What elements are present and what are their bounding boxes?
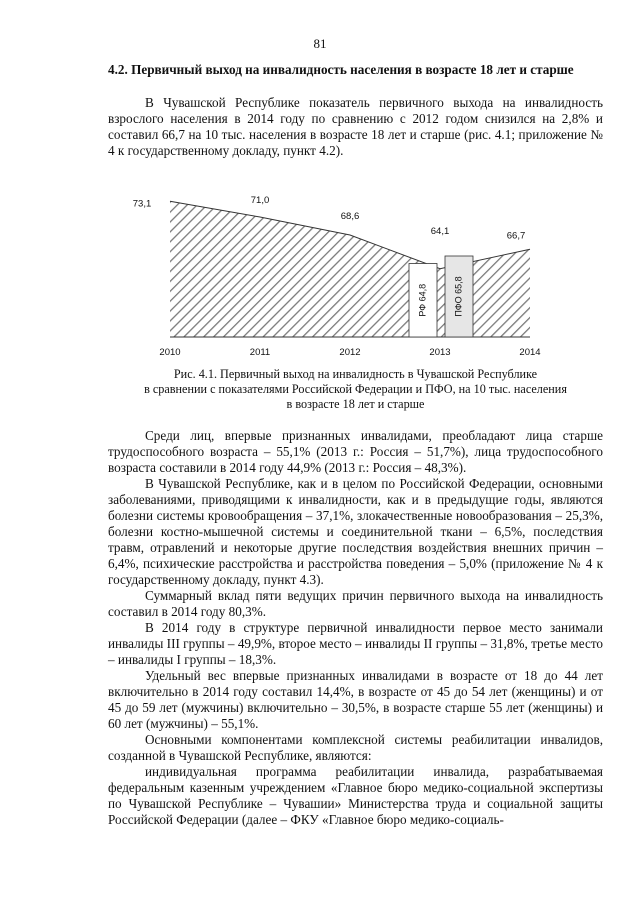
intro-paragraph: В Чувашской Республике показатель первичного выхода на инвалидность взрослого населения в 2014 году по сравнению с 2012 годом снизился на 2,8% и составил 66,7 на 10 тыс. населения в возрасте 18 лет и старше (рис. 4.1; приложение № 4 к государственному докладу, пункт 4.2). bbox=[108, 95, 603, 158]
section-heading: 4.2. Первичный выход на инвалидность населения в возрасте 18 лет и старше bbox=[108, 62, 574, 77]
x-tick-label: 2012 bbox=[339, 347, 361, 358]
body-paragraph: Удельный вес впервые признанных инвалидами в возрасте от 18 до 44 лет включительно в 2014 году составил 14,4%, в возрасте от 45 до 54 лет (женщины) и от 45 до 59 лет (мужчины) включительно – 30,5%, в возрасте старше 55 лет (женщины) и 60 лет (мужчины) – 55,1%. bbox=[108, 668, 603, 731]
x-tick-label: 2013 bbox=[429, 347, 451, 358]
body-paragraph: Основными компонентами комплексной системы реабилитации инвалидов, созданной в Чувашской Республике, являются: bbox=[108, 732, 603, 763]
value-label: 64,1 bbox=[430, 225, 450, 237]
x-tick-label: 2014 bbox=[519, 347, 541, 358]
disability-chart bbox=[130, 182, 541, 362]
caption-line: в сравнении с показателями Российской Федерации и ПФО, на 10 тыс. населения bbox=[144, 382, 567, 396]
x-tick-label: 2010 bbox=[159, 347, 181, 358]
body-paragraph: В Чувашской Республике, как и в целом по Российской Федерации, основными заболеваниями, приводящими к инвалидности, как и в предыдущие годы, являются болезни системы кровообращения – 37,1%, злокачественные новообразования – 25,3%, болезни костно-мышечной системы и соединительной ткани – 6,5%, последствия травм, отравлений и некоторые другие последствия воздействия внешних причин – 6,4%, психические расстройства и расстройства поведения – 5,0% (приложение № 4 к государственному докладу, пункт 4.3). bbox=[108, 476, 603, 587]
value-label: 68,6 bbox=[340, 211, 360, 222]
page-number: 81 bbox=[313, 36, 327, 51]
x-tick-label: 2011 bbox=[249, 347, 271, 358]
value-label: 71,0 bbox=[250, 195, 270, 206]
value-label: 66,7 bbox=[506, 230, 526, 242]
caption-line: Рис. 4.1. Первичный выход на инвалидность в Чувашской Республике bbox=[173, 367, 538, 381]
comparison-bar-label: РФ 64,8 bbox=[417, 283, 428, 317]
caption-line: в возрасте 18 лет и старше bbox=[286, 397, 425, 411]
body-paragraph: В 2014 году в структуре первичной инвалидности первое место занимали инвалиды III группы – 49,9%, второе место – инвалиды II группы – 31,8%, третье место – инвалиды I группы – 18,3%. bbox=[108, 620, 603, 667]
body-paragraph: Суммарный вклад пяти ведущих причин первичного выхода на инвалидность составил в 2014 году 80,3%. bbox=[108, 588, 603, 619]
value-label: 73,1 bbox=[132, 198, 152, 210]
figure-caption bbox=[108, 367, 603, 412]
body-paragraph: индивидуальная программа реабилитации инвалида, разрабатываемая федеральным казенным учреждением «Главное бюро медико-социальной экспертизы по Чувашской Республике – Чувашии» Министерства труда и социальной защиты Российской Федерации (далее – ФКУ «Главное бюро медико-социаль- bbox=[108, 764, 603, 827]
comparison-bar-label: ПФО 65,8 bbox=[453, 276, 464, 317]
body-paragraph: Среди лиц, впервые признанных инвалидами, преобладают лица старше трудоспособного возраста – 55,1% (2013 г.: Россия – 51,7%), лица трудоспособного возраста составили в 2014 году 44,9% (2013 г.: Россия – 48,3%). bbox=[108, 428, 603, 475]
